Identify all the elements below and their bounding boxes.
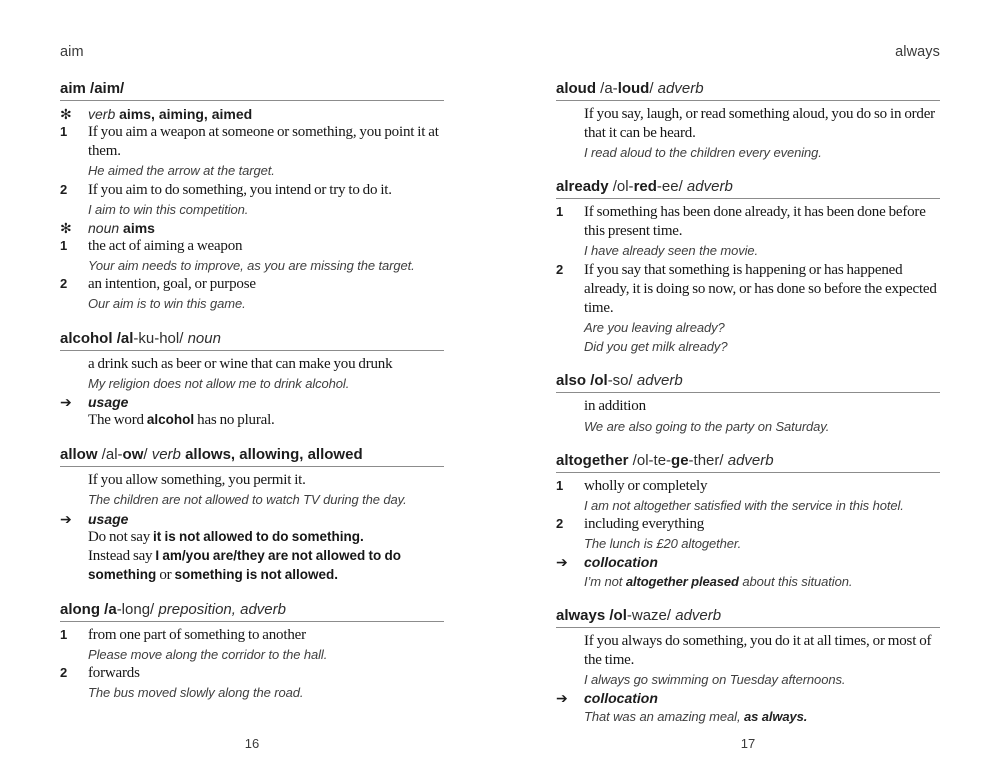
- entries-left: [60, 80, 444, 703]
- headline-segment: allows, allowing, allowed: [180, 446, 363, 464]
- text-segment: an intention, goal, or purpose: [88, 276, 256, 293]
- example-text: [584, 534, 940, 553]
- text-segment: Your aim needs to improve, as you are missing the target.: [88, 258, 415, 274]
- running-head-left: aim: [60, 44, 84, 60]
- dictionary-entry: [556, 178, 940, 356]
- headline-segment: adverb: [632, 372, 683, 390]
- text-segment: it is not allowed to do something.: [153, 528, 364, 544]
- entry-headline: [60, 446, 444, 467]
- text-segment: Do not say: [88, 528, 154, 545]
- entry-block: [60, 683, 444, 702]
- entry-headline: [556, 178, 940, 199]
- pos-line: [88, 105, 444, 123]
- definition-text: [88, 528, 444, 547]
- example-text: [584, 707, 940, 726]
- entry-block: [60, 374, 444, 393]
- headline-segment: /: [143, 446, 148, 464]
- headline-segment: -waze/: [626, 606, 672, 624]
- text-segment: The word: [88, 412, 147, 429]
- headword: already: [556, 178, 609, 196]
- text-segment: If you always do something, you do it at all times, or most of the time.: [584, 632, 932, 668]
- entry-block: [556, 670, 940, 689]
- sense-number: 1: [60, 626, 68, 642]
- definition-text: [584, 397, 940, 416]
- definition-text: [88, 664, 444, 683]
- example-text: [88, 161, 444, 180]
- entry-block: [60, 626, 444, 645]
- definition-text: [88, 471, 444, 490]
- example-text: [88, 645, 444, 664]
- text-segment: I always go swimming on Tuesday afternoons.: [584, 672, 846, 687]
- note-label: usage: [88, 394, 129, 411]
- text-segment: Please move along the corridor to the hall.: [88, 647, 328, 662]
- example-text: [88, 256, 444, 275]
- headword: always: [556, 606, 606, 624]
- headword: alcohol: [60, 329, 113, 347]
- example-text: [584, 143, 940, 162]
- example-text: [584, 417, 940, 436]
- entry-block: [556, 496, 940, 515]
- entry-block: [556, 553, 940, 571]
- entry-block: [60, 105, 444, 123]
- text-segment: something is not allowed.: [174, 566, 338, 582]
- headword: along: [60, 600, 100, 618]
- pos-label: noun: [88, 219, 120, 236]
- entry-block: [60, 664, 444, 683]
- definition-text: [88, 411, 444, 430]
- entry-block: [60, 237, 444, 256]
- page-number-left: 16: [244, 736, 260, 751]
- headline-segment: adverb: [682, 178, 733, 196]
- sense-number: 1: [556, 477, 564, 493]
- headline-segment: noun: [183, 329, 221, 347]
- text-segment: including everything: [584, 516, 705, 533]
- text-segment: I am not altogether satisfied with the service in this hotel.: [584, 497, 904, 513]
- headline-segment: /al-: [97, 446, 123, 464]
- text-segment: wholly or completely: [584, 477, 708, 494]
- sense-number: 1: [60, 238, 68, 254]
- definition-text: [584, 261, 940, 318]
- headline-segment: /a-: [596, 80, 618, 97]
- entry-block: [60, 181, 444, 200]
- entry-block: [60, 219, 444, 237]
- dictionary-entry: [556, 607, 940, 727]
- word-forms: aims: [119, 219, 155, 236]
- word-forms: aims, aiming, aimed: [115, 106, 253, 122]
- definition-text: [88, 275, 444, 294]
- headword: aim: [60, 80, 86, 97]
- text-segment: If you say that something is happening or has happened already, it is doing so now, or has done so before the expected time.: [584, 261, 937, 316]
- entry-block: [556, 337, 940, 356]
- entry-headline: [556, 372, 940, 393]
- text-segment: alcohol: [146, 412, 195, 428]
- sense-number: 1: [60, 124, 68, 140]
- headword: allow: [60, 446, 98, 464]
- headword: altogether: [556, 451, 629, 469]
- headline-segment: adverb: [671, 606, 722, 624]
- entry-block: [60, 161, 444, 180]
- headline-segment: /ol: [590, 372, 608, 390]
- definition-text: [88, 355, 444, 374]
- entry-headline: [556, 607, 940, 628]
- example-text: [584, 337, 940, 356]
- headline-segment: ge: [671, 451, 689, 469]
- headline-segment: ow: [122, 446, 144, 464]
- definition-text: [584, 203, 940, 241]
- definition-text: [584, 105, 940, 143]
- text-segment: about this situation.: [738, 573, 853, 589]
- text-segment: the act of aiming a weapon: [88, 238, 243, 255]
- entry-block: [60, 547, 444, 585]
- entry-headline: [60, 601, 444, 622]
- definition-text: [584, 632, 940, 670]
- text-segment: If you say, laugh, or read something aloud, you do so in order that it can be heard.: [584, 106, 935, 142]
- text-segment: I’m not: [584, 573, 626, 589]
- entry-block: [60, 528, 444, 547]
- text-segment: from one part of something to another: [88, 626, 306, 643]
- dictionary-entry: [60, 80, 444, 314]
- text-segment: Are you leaving already?: [584, 319, 725, 335]
- headline-segment: /aim/: [90, 80, 125, 97]
- entry-block: [556, 261, 940, 318]
- headword: aloud: [556, 80, 596, 97]
- sense-number: 2: [556, 261, 564, 277]
- entry-block: [60, 471, 444, 490]
- entry-block: [60, 393, 444, 411]
- text-segment: a drink such as beer or wine that can make you drunk: [88, 355, 393, 372]
- text-segment: Did you get milk already?: [584, 339, 728, 355]
- sense-number: 2: [60, 665, 68, 681]
- entry-headline: [60, 80, 444, 101]
- section-marker-icon: ✻: [60, 106, 72, 122]
- entry-block: [556, 397, 940, 416]
- entry-block: [556, 689, 940, 707]
- entry-block: [60, 294, 444, 313]
- definition-text: [88, 123, 444, 161]
- note-arrow-icon: ➔: [556, 690, 568, 707]
- entry-block: [60, 510, 444, 528]
- entry-block: [60, 645, 444, 664]
- headline-segment: -so/: [607, 372, 633, 390]
- text-segment: I aim to win this competition.: [88, 201, 249, 217]
- text-segment: I read aloud to the children every evening.: [584, 145, 822, 161]
- text-segment: If you aim a weapon at someone or something, you point it at them.: [88, 124, 439, 160]
- definition-text: [88, 626, 444, 645]
- dictionary-entry: [556, 452, 940, 591]
- entry-block: [556, 572, 940, 591]
- left-page-column: [60, 44, 444, 719]
- text-segment: The bus moved slowly along the road.: [88, 685, 304, 701]
- note-label: usage: [88, 510, 129, 527]
- text-segment: We are also going to the party on Saturday.: [584, 418, 830, 434]
- text-segment: If something has been done already, it has been done before this present time.: [584, 204, 926, 240]
- entry-block: [556, 417, 940, 436]
- entry-headline: [556, 452, 940, 473]
- example-text: [584, 241, 940, 260]
- entry-block: [556, 477, 940, 496]
- text-segment: has no plural.: [194, 412, 275, 429]
- entry-block: [556, 203, 940, 241]
- text-segment: He aimed the arrow at the target.: [88, 163, 275, 179]
- text-segment: Our aim is to win this game.: [88, 296, 246, 312]
- headline-segment: /: [649, 80, 654, 97]
- headline-segment: -ee/: [656, 178, 683, 196]
- example-text: [584, 496, 940, 515]
- sense-number: 1: [556, 204, 564, 220]
- entry-block: [60, 490, 444, 509]
- running-head-right: always: [895, 44, 940, 60]
- headword: also: [556, 372, 587, 390]
- example-text: [584, 318, 940, 337]
- headline-segment: /ol-te-: [628, 451, 672, 469]
- headline-segment: /a: [104, 600, 117, 618]
- entry-block: [556, 632, 940, 670]
- headline-segment: preposition, adverb: [154, 600, 286, 618]
- pos-label: verb: [88, 106, 116, 122]
- text-segment: I am/you are/they are not allowed to do something: [88, 547, 401, 582]
- text-segment: as always.: [743, 709, 808, 725]
- headline-segment: verb: [147, 446, 181, 464]
- text-segment: If you aim to do something, you intend or try to do it.: [88, 181, 392, 198]
- example-text: [584, 572, 940, 591]
- headline-segment: red: [633, 178, 657, 196]
- entries-right: [556, 80, 940, 727]
- dictionary-entry: [556, 372, 940, 435]
- dictionary-entry: [556, 80, 940, 162]
- headline-segment: adverb: [653, 80, 704, 97]
- headline-segment: /ol-: [608, 178, 634, 196]
- headline-segment: -ther/: [688, 451, 724, 469]
- right-page-column: [556, 44, 940, 743]
- entry-block: [60, 275, 444, 294]
- entry-headline: [60, 330, 444, 351]
- note-label: collocation: [584, 554, 658, 571]
- entry-block: [556, 707, 940, 726]
- definition-text: [88, 547, 444, 585]
- example-text: [88, 294, 444, 313]
- dictionary-entry: [60, 601, 444, 703]
- text-segment: altogether pleased: [625, 573, 739, 589]
- entry-block: [60, 200, 444, 219]
- dictionary-entry: [60, 330, 444, 431]
- headline-segment: /ol: [609, 606, 627, 624]
- sense-number: 2: [556, 516, 564, 532]
- entry-block: [60, 411, 444, 430]
- entry-block: [60, 123, 444, 161]
- note-arrow-icon: ➔: [556, 554, 568, 571]
- text-segment: I have already seen the movie.: [584, 243, 759, 259]
- example-text: [584, 670, 940, 689]
- text-segment: That was an amazing meal,: [584, 709, 744, 725]
- text-segment: The children are not allowed to watch TV during the day.: [88, 492, 407, 508]
- example-text: [88, 683, 444, 702]
- headline-segment: -long/: [116, 600, 155, 618]
- dictionary-entry: [60, 446, 444, 585]
- headline-segment: loud: [617, 80, 650, 97]
- entry-block: [556, 105, 940, 143]
- entry-block: [556, 318, 940, 337]
- definition-text: [88, 181, 444, 200]
- definition-text: [88, 237, 444, 256]
- example-text: [88, 490, 444, 509]
- entry-block: [556, 534, 940, 553]
- pos-line: [88, 219, 444, 237]
- headline-segment: /al: [116, 329, 134, 347]
- entry-block: [60, 256, 444, 275]
- entry-block: [556, 241, 940, 260]
- text-segment: or: [156, 566, 175, 583]
- note-arrow-icon: ➔: [60, 394, 72, 411]
- example-text: [88, 200, 444, 219]
- entry-block: [60, 355, 444, 374]
- note-arrow-icon: ➔: [60, 510, 72, 527]
- entry-block: [556, 143, 940, 162]
- example-text: [88, 374, 444, 393]
- entry-block: [556, 515, 940, 534]
- sense-number: 2: [60, 276, 68, 292]
- text-segment: If you allow something, you permit it.: [88, 472, 306, 489]
- section-marker-icon: ✻: [60, 219, 72, 236]
- sense-number: 2: [60, 181, 68, 197]
- text-segment: in addition: [584, 398, 646, 415]
- text-segment: My religion does not allow me to drink alcohol.: [88, 375, 350, 391]
- headline-segment: adverb: [723, 451, 774, 469]
- page-number-right: 17: [740, 736, 756, 751]
- headline-segment: -ku-hol/: [133, 329, 184, 347]
- text-segment: Instead say: [88, 547, 156, 564]
- entry-headline: [556, 80, 940, 101]
- text-segment: forwards: [88, 665, 140, 682]
- definition-text: [584, 477, 940, 496]
- definition-text: [584, 515, 940, 534]
- note-label: collocation: [584, 690, 658, 707]
- text-segment: The lunch is £20 altogether.: [584, 536, 742, 552]
